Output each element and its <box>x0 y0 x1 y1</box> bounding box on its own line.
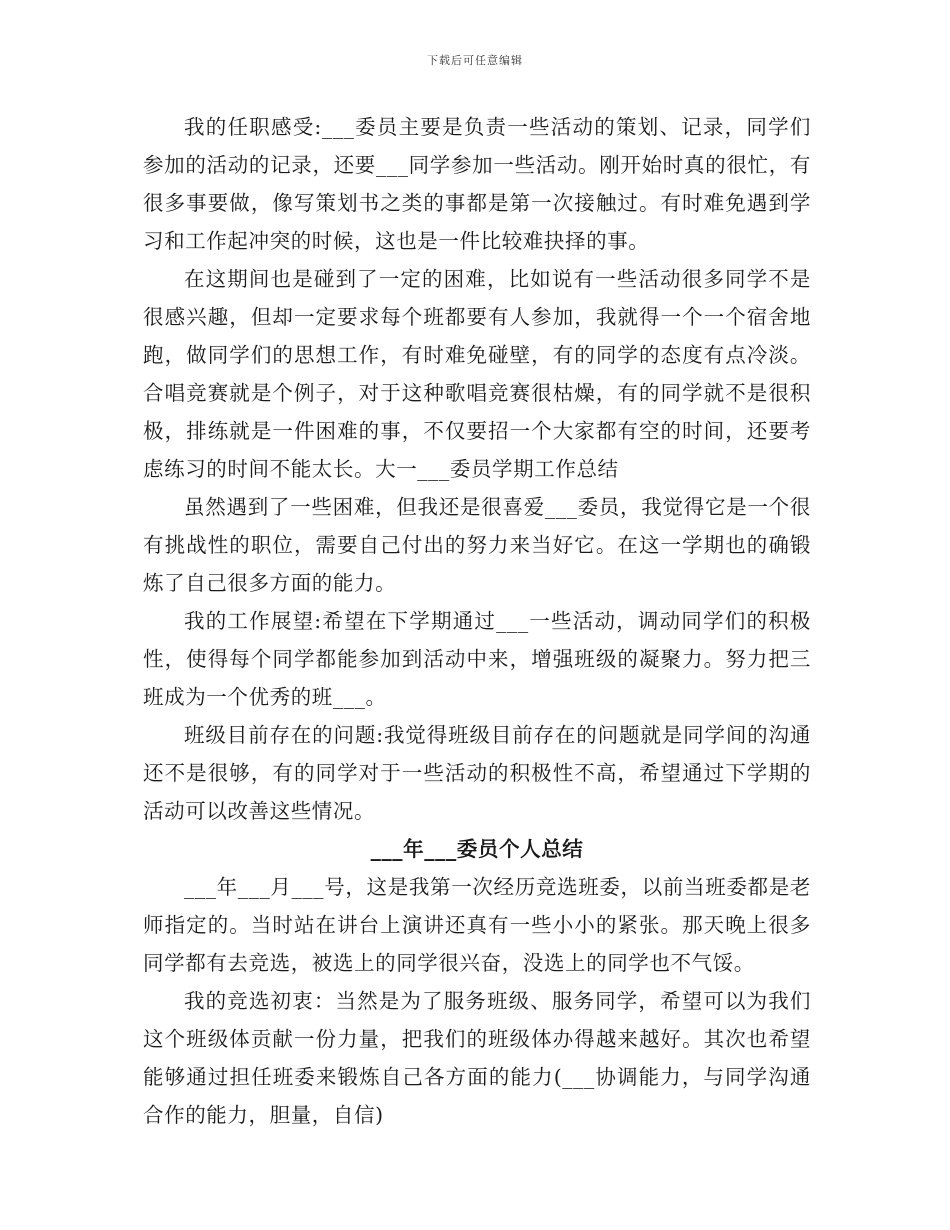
document-body <box>143 108 811 1134</box>
paragraph-class-problems: 班级目前存在的问题:我觉得班级目前存在的问题就是同学间的沟通还不是很够，有的同学对于一些活动的积极性不高，希望通过下学期的活动可以改善这些情况。 <box>143 723 811 823</box>
paragraph-love-of-role: 虽然遇到了一些困难，但我还是很喜爱___委员，我觉得它是一个很有挑战性的职位，需要自己付出的努力来当好它。在这一学期也的确锻炼了自己很多方面的能力。 <box>143 495 811 595</box>
section-heading: ___年___委员个人总结 <box>370 837 584 861</box>
paragraph-work-outlook: 我的工作展望:希望在下学期通过___一些活动，调动同学们的积极性，使得每个同学都能参加到活动中来，增强班级的凝聚力。努力把三班成为一个优秀的班___。 <box>143 609 811 709</box>
paragraph-election-experience: ___年___月___号，这是我第一次经历竞选班委，以前当班委都是老师指定的。当时站在讲台上演讲还真有一些小小的紧张。那天晚上很多同学都有去竞选，被选上的同学很兴奋，没选上的同学也不气馁。 <box>143 875 811 975</box>
page-header: 下载后可任意编辑 <box>427 54 523 67</box>
paragraph-difficulties: 在这期间也是碰到了一定的困难，比如说有一些活动很多同学不是很感兴趣，但却一定要求每个班都要有人参加，我就得一个一个宿舍地跑，做同学们的思想工作，有时难免碰壁，有的同学的态度有点冷淡。合唱竞赛就是个例子，对于这种歌唱竞赛很枯燥，有的同学就不是很积极，排练就是一件困难的事，不仅要招一个大家都有空的时间，还要考虑练习的时间不能太长。大一___委员学期工作总结 <box>143 267 811 481</box>
paragraph-job-feelings: 我的任职感受:___委员主要是负责一些活动的策划、记录，同学们参加的活动的记录，还要___同学参加一些活动。刚开始时真的很忙，有很多事要做，像写策划书之类的事都是第一次接触过。有时难免遇到学习和工作起冲突的时候，这也是一件比较难抉择的事。 <box>143 115 811 253</box>
paragraph-election-motivation: 我的竞选初衷：当然是为了服务班级、服务同学，希望可以为我们这个班级体贡献一份力量，把我们的班级体办得越来越好。其次也希望能够通过担任班委来锻炼自己各方面的能力(___协调能力，与同学沟通合作的能力，胆量，自信) <box>143 989 811 1127</box>
